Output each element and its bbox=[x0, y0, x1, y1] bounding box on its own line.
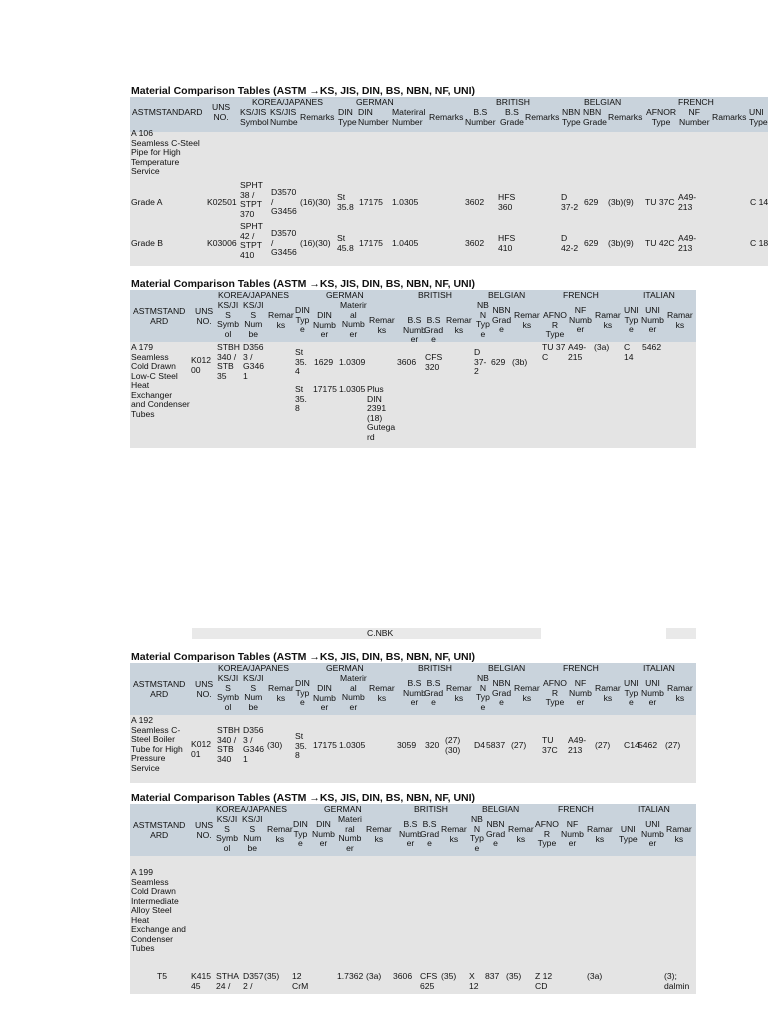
col-remarks: Remarks bbox=[429, 112, 464, 122]
nbn-type: D 42-2 bbox=[561, 233, 579, 253]
group-belgian: BELGIAN bbox=[482, 804, 520, 814]
group-korea: KOREA/JAPANES bbox=[252, 97, 323, 107]
col-nbn-type: NB N Typ e bbox=[476, 300, 490, 339]
din-number: 17175 bbox=[359, 238, 383, 248]
din-type: St 35. 8 bbox=[295, 384, 307, 413]
spec-description: A 192 Seamless C- Steel Boiler Tube for High Pressure Service bbox=[131, 715, 183, 773]
bs-grade: CFS 320 bbox=[425, 352, 443, 372]
nbn-type: D 37- 2 bbox=[474, 347, 487, 376]
col-uns: UNS NO. bbox=[195, 679, 214, 699]
col-uni-type: UNI Type bbox=[619, 824, 638, 844]
group-belgian: BELGIAN bbox=[488, 663, 526, 673]
din-number: 1629 bbox=[314, 357, 334, 367]
afnor-type: TU 37C bbox=[542, 735, 558, 755]
nf-number: A49- 213 bbox=[678, 233, 697, 253]
group-british: BRITISH bbox=[418, 663, 452, 673]
grade-label: Grade B bbox=[131, 238, 164, 248]
col-remarks: Remar ks bbox=[446, 315, 472, 335]
col-nf-number: NF Numb er bbox=[569, 305, 592, 334]
group-british: BRITISH bbox=[414, 804, 448, 814]
uni-type: C 18 bbox=[750, 238, 768, 248]
col-bs-grade: B.S Grad e bbox=[424, 315, 444, 344]
remarks: (16)(30) bbox=[300, 238, 331, 248]
ks-number: D3570 / G3456 bbox=[271, 187, 297, 216]
material-number: 1.0309 bbox=[339, 357, 366, 367]
col-uns: UNS NO. bbox=[195, 820, 214, 840]
remarks: (27) bbox=[665, 740, 681, 750]
nf-number: A49- 215 bbox=[568, 342, 587, 362]
col-ks-number: KS/JI S Num be bbox=[243, 300, 264, 339]
col-nf-number: NF Numb er bbox=[561, 819, 584, 848]
col-din-number: DIN Number bbox=[358, 107, 389, 127]
col-astm: ASTMSTAND ARD bbox=[133, 306, 186, 326]
ks-symbol: STBH 340 / STB 35 bbox=[217, 342, 240, 381]
nbn-grade: 629 bbox=[584, 197, 599, 207]
col-astm: ASTMSTANDARD bbox=[132, 107, 203, 117]
group-german: GERMAN bbox=[326, 290, 364, 300]
col-remarks: Remarks bbox=[525, 112, 560, 122]
remarks: (27) bbox=[595, 740, 611, 750]
afnor-type: TU 37 C bbox=[542, 342, 566, 362]
table-1-title: Material Comparison Tables (ASTM →KS, JIS, DIN, BS, NBN, NF, UNI) bbox=[131, 85, 476, 97]
group-korea: KOREA/JAPANES bbox=[216, 804, 287, 814]
ks-symbol: SPHT 38 / STPT 370 bbox=[240, 180, 263, 219]
col-nbn-grade: NBN Grad e bbox=[492, 678, 512, 707]
group-german: GERMAN bbox=[324, 804, 362, 814]
col-remarks: Ramar ks bbox=[595, 310, 621, 330]
col-remarks: Remarks bbox=[608, 112, 643, 122]
col-remarks: Ramar ks bbox=[667, 683, 693, 703]
nbn-grade: 5837 bbox=[486, 740, 506, 750]
group-french: FRENCH bbox=[563, 290, 599, 300]
nbn-grade: 629 bbox=[584, 238, 599, 248]
grade-label: T5 bbox=[157, 971, 168, 981]
col-remarks: Remar ks bbox=[369, 315, 395, 335]
material-number: 1.7362 bbox=[337, 971, 364, 981]
col-din-number: DIN Numb er bbox=[313, 310, 336, 339]
table-2-title: Material Comparison Tables (ASTM →KS, JIS, DIN, BS, NBN, NF, UNI) bbox=[131, 278, 476, 290]
col-bs-number: B.S Numb er bbox=[403, 678, 426, 707]
col-din-type: DIN Typ e bbox=[295, 305, 310, 334]
col-bs-number: B.S Numb er bbox=[403, 315, 426, 344]
nbn-type: X 12 bbox=[469, 971, 479, 991]
ks-number: D357 2 / bbox=[243, 971, 264, 991]
uns-value: K012 00 bbox=[191, 355, 212, 375]
col-bs-number: B.S Number bbox=[465, 107, 496, 127]
uni-number: 5462 bbox=[638, 740, 658, 750]
col-din-number: DIN Numb er bbox=[313, 683, 336, 712]
uni-type: C 14 bbox=[624, 342, 634, 362]
col-remarks: Remarks bbox=[300, 112, 335, 122]
col-ks-symbol: KS/JI S Symb ol bbox=[216, 814, 238, 853]
din-type: St 35. 8 bbox=[295, 731, 307, 760]
col-ks-number: KS/JI S Num be bbox=[243, 673, 264, 712]
col-uni-number: UNI Numb er bbox=[641, 819, 664, 848]
bs-number: 3059 bbox=[397, 740, 417, 750]
group-korea: KOREA/JAPANES bbox=[218, 663, 289, 673]
col-din-type: DIN Typ e bbox=[293, 819, 308, 848]
col-remarks: Remar ks bbox=[441, 824, 467, 844]
col-afnor: AFNO R Type bbox=[535, 819, 559, 848]
ks-symbol: STBH 340 / STB 340 bbox=[217, 725, 240, 764]
afnor-type: TU 37C bbox=[645, 197, 675, 207]
group-german: GERMAN bbox=[326, 663, 364, 673]
col-remarks: Remar ks bbox=[267, 824, 293, 844]
bs-grade: HFS 360 bbox=[498, 192, 516, 212]
group-british: BRITISH bbox=[418, 290, 452, 300]
remarks: (3b) bbox=[512, 357, 528, 367]
nbn-type: D 37-2 bbox=[561, 192, 579, 212]
col-ks-number: KS/JIS Numbe bbox=[270, 107, 298, 127]
grade-label: Grade A bbox=[131, 197, 163, 207]
remarks: (27) bbox=[511, 740, 527, 750]
ks-number: D3570 / G3456 bbox=[271, 228, 297, 257]
col-material-number: Materir al Numb er bbox=[340, 300, 367, 339]
din-type: 12 CrM bbox=[292, 971, 309, 991]
remarks: (3a) bbox=[366, 971, 382, 981]
group-british: BRITISH bbox=[496, 97, 530, 107]
remarks: (35) bbox=[506, 971, 522, 981]
material-number: 1.0305 bbox=[339, 740, 366, 750]
col-afnor: AFNO R Type bbox=[543, 678, 567, 707]
col-nbn-type: NBN Type bbox=[562, 107, 581, 127]
col-remarks: Ramar ks bbox=[587, 824, 613, 844]
nf-number: A49- 213 bbox=[568, 735, 587, 755]
remarks: (35) bbox=[264, 971, 280, 981]
col-remarks: Remar ks bbox=[369, 683, 395, 703]
col-ks-symbol: KS/JI S Symb ol bbox=[217, 673, 239, 712]
col-uni-type: UNI Type bbox=[749, 107, 768, 127]
nbn-type: D4 bbox=[474, 740, 485, 750]
remarks: Plus DIN 2391 (18) Gutega rd bbox=[367, 384, 396, 442]
col-nbn-grade: NBN Grad e bbox=[486, 819, 506, 848]
afnor-type: TU 42C bbox=[645, 238, 675, 248]
material-number: 1.0405 bbox=[392, 238, 419, 248]
col-din-number: DIN Numb er bbox=[312, 819, 335, 848]
col-bs-number: B.S Numb er bbox=[399, 819, 422, 848]
din-type: St 35.8 bbox=[337, 192, 354, 212]
group-belgian: BELGIAN bbox=[488, 290, 526, 300]
bs-number: 3602 bbox=[465, 238, 485, 248]
table-4-title: Material Comparison Tables (ASTM →KS, JIS, DIN, BS, NBN, NF, UNI) bbox=[131, 792, 476, 804]
bs-number: 3606 bbox=[393, 971, 413, 981]
remarks: (3); dalmin bbox=[664, 971, 690, 991]
afnor-type: Z 12 CD bbox=[535, 971, 553, 991]
col-bs-grade: B.S Grad e bbox=[424, 678, 444, 707]
col-afnor: AFNO R Type bbox=[543, 310, 567, 339]
table-3-title: Material Comparison Tables (ASTM →KS, JIS, DIN, BS, NBN, NF, UNI) bbox=[131, 651, 476, 663]
col-uni-type: UNI Typ e bbox=[624, 678, 639, 707]
spec-description: A 199 Seamless Cold Drawn Intermediate Alloy Steel Heat Exchange and Condenser Tubes bbox=[131, 867, 186, 953]
col-material-number: Materi ral Numb er bbox=[338, 814, 362, 853]
uns-value: K012 01 bbox=[191, 739, 212, 759]
din-number: 17175 bbox=[313, 740, 337, 750]
col-remarks: Ramar ks bbox=[667, 310, 693, 330]
bs-grade: CFS 625 bbox=[420, 971, 438, 991]
footer-label: C.NBK bbox=[367, 628, 394, 638]
remarks: (3b)(9) bbox=[608, 197, 634, 207]
ks-number: D356 3 / G346 1 bbox=[243, 725, 265, 764]
group-belgian: BELGIAN bbox=[584, 97, 622, 107]
footer-bar bbox=[666, 628, 696, 639]
ks-symbol: STHA 24 / bbox=[216, 971, 239, 991]
uni-number: 5462 bbox=[642, 342, 662, 352]
nbn-grade: 837 bbox=[485, 971, 500, 981]
col-nbn-type: NB N Typ e bbox=[476, 673, 490, 712]
col-astm: ASTMSTAND ARD bbox=[133, 679, 186, 699]
uns-value: K03006 bbox=[207, 238, 237, 248]
col-remarks: Ramar ks bbox=[595, 683, 621, 703]
col-din-type: DIN Typ e bbox=[295, 678, 310, 707]
remarks: (16)(30) bbox=[300, 197, 331, 207]
col-remarks: Remar ks bbox=[514, 683, 540, 703]
group-italian: ITALIAN bbox=[643, 290, 675, 300]
din-number: 17175 bbox=[313, 384, 337, 394]
col-afnor: AFNOR Type bbox=[646, 107, 677, 127]
col-bs-grade: B.S Grad e bbox=[420, 819, 440, 848]
col-remarks: Ramarks bbox=[712, 112, 747, 122]
nf-number: A49- 213 bbox=[678, 192, 697, 212]
group-italian: ITALIAN bbox=[643, 663, 675, 673]
uns-value: K415 45 bbox=[191, 971, 212, 991]
ks-symbol: SPHT 42 / STPT 410 bbox=[240, 221, 263, 260]
col-material-number: Materir al Numb er bbox=[340, 673, 367, 712]
spec-description: A 179 Seamless Cold Drawn Low-C Steel Heat Exchanger and Condenser Tubes bbox=[131, 342, 190, 419]
group-french: FRENCH bbox=[678, 97, 714, 107]
col-nbn-type: NB N Typ e bbox=[470, 814, 484, 853]
din-number: 17175 bbox=[359, 197, 383, 207]
spec-description: A 106 Seamless C-Steel Pipe for High Temperature Service bbox=[131, 128, 200, 176]
col-remarks: Remar ks bbox=[508, 824, 534, 844]
material-number: 1.0305 bbox=[392, 197, 419, 207]
col-remarks: Remar ks bbox=[514, 310, 540, 330]
col-nf-number: NF Numb er bbox=[569, 678, 592, 707]
uni-type: C 14 bbox=[750, 197, 768, 207]
remarks: (30) bbox=[267, 740, 283, 750]
col-remarks: Remar ks bbox=[268, 310, 294, 330]
col-remarks: Remar ks bbox=[366, 824, 392, 844]
nbn-grade: 629 bbox=[491, 357, 506, 367]
material-number: 1.0305 bbox=[339, 384, 366, 394]
din-type: St 45.8 bbox=[337, 233, 354, 253]
col-astm: ASTMSTAND ARD bbox=[133, 820, 186, 840]
bs-number: 3606 bbox=[397, 357, 417, 367]
col-ks-symbol: KS/JI S Symb ol bbox=[217, 300, 239, 339]
group-german: GERMAN bbox=[356, 97, 394, 107]
uni-type: C14 bbox=[624, 740, 640, 750]
remarks: (27) (30) bbox=[445, 735, 461, 755]
col-nbn-grade: NBN Grade bbox=[583, 107, 607, 127]
table-4-body bbox=[130, 856, 696, 994]
col-uni-number: UNI Numb er bbox=[641, 305, 664, 334]
col-uns: UNS NO. bbox=[195, 306, 214, 326]
col-remarks: Ramar ks bbox=[666, 824, 692, 844]
uns-value: K02501 bbox=[207, 197, 237, 207]
col-ks-symbol: KS/JIS Symbol bbox=[240, 107, 269, 127]
col-material-number: Materiral Number bbox=[392, 107, 426, 127]
remarks: (35) bbox=[441, 971, 457, 981]
col-remarks: Remar ks bbox=[446, 683, 472, 703]
group-italian: ITALIAN bbox=[638, 804, 670, 814]
bs-grade: HFS 410 bbox=[498, 233, 516, 253]
group-french: FRENCH bbox=[563, 663, 599, 673]
bs-number: 3602 bbox=[465, 197, 485, 207]
col-uni-type: UNI Typ e bbox=[624, 305, 639, 334]
ks-number: D356 3 / G346 1 bbox=[243, 342, 265, 381]
remarks: (3b)(9) bbox=[608, 238, 634, 248]
col-ks-number: KS/JI S Num be bbox=[242, 814, 263, 853]
remarks: (3a) bbox=[587, 971, 603, 981]
col-uni-number: UNI Numb er bbox=[641, 678, 664, 707]
col-din-type: DIN Type bbox=[338, 107, 357, 127]
col-nf-number: NF Number bbox=[679, 107, 710, 127]
group-korea: KOREA/JAPANES bbox=[218, 290, 289, 300]
bs-grade: 320 bbox=[425, 740, 440, 750]
group-french: FRENCH bbox=[558, 804, 594, 814]
din-type: St 35. 4 bbox=[295, 347, 307, 376]
col-bs-grade: B.S Grade bbox=[500, 107, 524, 127]
remarks: (3a) bbox=[594, 342, 610, 352]
col-nbn-grade: NBN Grad e bbox=[492, 305, 512, 334]
col-remarks: Remar ks bbox=[268, 683, 294, 703]
col-uns: UNS NO. bbox=[212, 102, 231, 122]
